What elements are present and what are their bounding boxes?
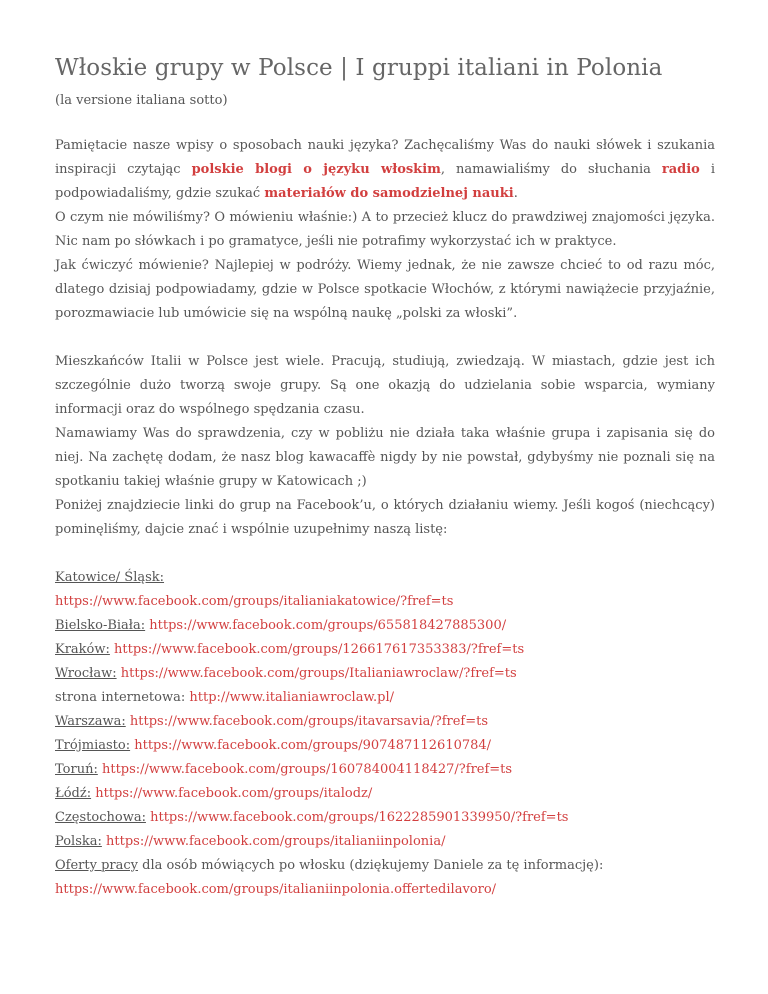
groups-list — [55, 566, 715, 902]
intro-text-b: , namawialiśmy do słuchania — [440, 162, 662, 177]
intro-paragraph-1 — [55, 134, 715, 206]
body-paragraph-2: Namawiamy Was do sprawdzenia, czy w pobliżu nie działa taka właśnie grupa i zapisania się do niej. Na zachętę dodam, że nasz blog kawacaffè nigdy by nie powstał, gdybyśmy nie poznali się na spotkaniu takiej właśnie grupy w Katowicach ;) — [55, 426, 715, 489]
list-item — [55, 638, 715, 662]
article — [55, 50, 715, 902]
list-item — [55, 662, 715, 686]
group-link-lodz[interactable]: https://www.facebook.com/groups/italodz/ — [95, 786, 373, 801]
subtitle: (la versione italiana sotto) — [55, 93, 228, 108]
group-text-oferty: dla osób mówiących po włosku (dziękujemy Daniele za tę informację): — [138, 858, 604, 873]
group-label-torun: Toruń: — [55, 762, 98, 777]
list-item — [55, 710, 715, 734]
group-label-trojmiasto: Trójmiasto: — [55, 738, 131, 753]
group-label-wroclaw-site: strona internetowa: — [55, 690, 186, 705]
group-label-bielsko: Bielsko-Biała: — [55, 618, 146, 633]
group-label-czestochowa: Częstochowa: — [55, 810, 146, 825]
intro-text-c: i podpowiadaliśmy, gdzie szukać — [55, 162, 715, 201]
list-item — [55, 566, 715, 590]
list-item — [55, 854, 715, 878]
list-item — [55, 734, 715, 758]
group-link-wroclaw[interactable]: https://www.facebook.com/groups/Italianiawroclaw/?fref=ts — [120, 666, 517, 681]
list-item — [55, 614, 715, 638]
group-label-krakow: Kraków: — [55, 642, 110, 657]
group-label-katowice: Katowice/ Śląsk: — [55, 570, 165, 585]
list-item — [55, 686, 715, 710]
group-label-lodz: Łódź: — [55, 786, 92, 801]
intro-text-d: . — [513, 186, 518, 201]
group-link-polska[interactable]: https://www.facebook.com/groups/italianiinpolonia/ — [106, 834, 446, 849]
intro-text-a: Pamiętacie nasze wpisy o sposobach nauki języka? Zachęcaliśmy Was do nauki słówek i szukania inspiracji czytając — [55, 138, 715, 177]
list-item — [55, 758, 715, 782]
body-paragraph-1: Mieszkańców Italii w Polsce jest wiele. Pracują, studiują, zwiedzają. W miastach, gdzie jest ich szczególnie dużo tworzą swoje grupy. Są one okazją do udzielania sobie wsparcia, wymiany informacji oraz do wspólnego spędzania czasu. — [55, 354, 715, 417]
group-link-katowice[interactable]: https://www.facebook.com/groups/italianiakatowice/?fref=ts — [55, 594, 454, 609]
link-self-study-materials[interactable]: materiałów do samodzielnej nauki — [264, 186, 514, 201]
list-item — [55, 782, 715, 806]
list-item — [55, 830, 715, 854]
list-item — [55, 878, 715, 902]
intro-paragraph-2: O czym nie mówiliśmy? O mówieniu właśnie:) A to przecież klucz do prawdziwej znajomości języka. Nic nam po słówkach i po gramatyce, jeśli nie potrafimy wykorzystać ich w praktyce. — [55, 210, 715, 249]
link-radio[interactable]: radio — [661, 162, 700, 177]
intro-paragraph-3: Jak ćwiczyć mówienie? Najlepiej w podróży. Wiemy jednak, że nie zawsze chcieć to od razu móc, dlatego dzisiaj podpowiadamy, gdzie w Polsce spotkacie Włochów, z którymi nawiążecie przyjaźnie, porozmawiacie lub umówicie się na wspólną naukę „polski za włoski”. — [55, 258, 715, 321]
group-link-trojmiasto[interactable]: https://www.facebook.com/groups/907487112610784/ — [134, 738, 492, 753]
group-link-krakow[interactable]: https://www.facebook.com/groups/126617617353383/?fref=ts — [114, 642, 525, 657]
group-link-czestochowa[interactable]: https://www.facebook.com/groups/1622285901339950/?fref=ts — [150, 810, 569, 825]
group-link-oferty[interactable]: https://www.facebook.com/groups/italianiinpolonia.offertedilavoro/ — [55, 882, 497, 897]
list-item — [55, 806, 715, 830]
group-label-polska: Polska: — [55, 834, 102, 849]
group-label-warszawa: Warszawa: — [55, 714, 126, 729]
page-title: Włoskie grupy w Polsce | I gruppi italiani in Polonia — [55, 55, 663, 81]
link-polish-blogs[interactable]: polskie blogi o języku włoskim — [191, 162, 441, 177]
list-item — [55, 590, 715, 614]
group-link-wroclaw-site[interactable]: http://www.italianiawroclaw.pl/ — [189, 690, 395, 705]
group-link-torun[interactable]: https://www.facebook.com/groups/160784004118427/?fref=ts — [101, 762, 513, 777]
body-paragraph-3: Poniżej znajdziecie linki do grup na Facebook’u, o których działaniu wiemy. Jeśli kogoś (niechcący) pominęliśmy, dajcie znać i wspólnie uzupełnimy naszą listę: — [55, 498, 715, 537]
group-label-oferty: Oferty pracy — [55, 858, 138, 873]
group-link-warszawa[interactable]: https://www.facebook.com/groups/itavarsavia/?fref=ts — [129, 714, 489, 729]
group-link-bielsko[interactable]: https://www.facebook.com/groups/655818427885300/ — [149, 618, 507, 633]
group-label-wroclaw: Wrocław: — [55, 666, 117, 681]
